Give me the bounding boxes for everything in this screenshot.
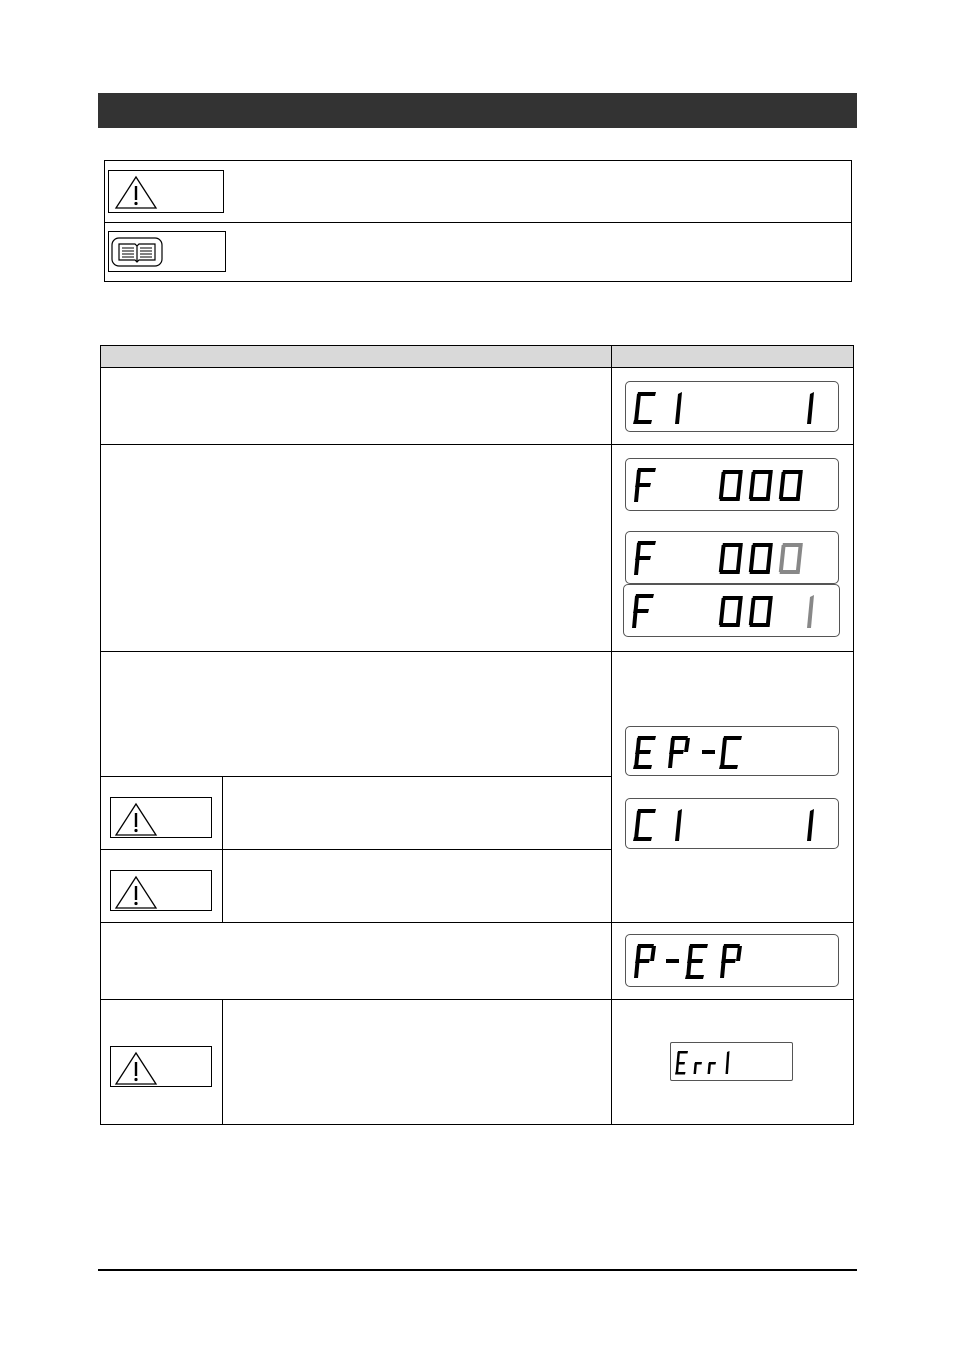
table-header xyxy=(101,346,853,367)
lcd-segments xyxy=(626,727,840,777)
warning-icon xyxy=(113,173,159,211)
table-rule xyxy=(100,444,854,445)
warning-icon xyxy=(113,1049,159,1087)
warning-icon xyxy=(113,873,159,911)
table-rule xyxy=(100,999,854,1000)
table-rule xyxy=(100,776,612,777)
lcd-segments xyxy=(671,1043,794,1082)
section-title xyxy=(98,102,108,118)
table-rule xyxy=(100,922,854,923)
lcd-segments xyxy=(626,935,840,988)
lcd-display-f001 xyxy=(623,584,840,637)
lcd-segments xyxy=(626,459,840,512)
lcd-segments xyxy=(624,585,841,638)
lcd-display-c1-return xyxy=(625,798,839,849)
notice-reference xyxy=(108,231,226,272)
footer-rule xyxy=(98,1269,857,1271)
notice-divider xyxy=(104,222,852,223)
lcd-segments xyxy=(626,382,840,433)
lcd-display-p-ep xyxy=(625,934,839,987)
warning-icon xyxy=(113,800,159,838)
table-column-rule xyxy=(611,345,612,1125)
lcd-segments xyxy=(626,532,840,585)
lcd-display-f000-editing xyxy=(625,531,839,584)
lcd-display-c1 xyxy=(625,381,839,432)
lcd-segments xyxy=(626,799,840,850)
section-title-bar xyxy=(98,93,857,128)
caution-2 xyxy=(110,870,212,911)
caution-1 xyxy=(110,797,212,838)
table-column-rule xyxy=(222,776,223,922)
caution-3 xyxy=(110,1046,212,1087)
manual-book-icon xyxy=(111,237,163,267)
notice-warning xyxy=(108,170,224,213)
table-rule xyxy=(100,849,612,850)
lcd-display-ep-c xyxy=(625,726,839,776)
lcd-display-err1 xyxy=(670,1042,793,1081)
table-column-rule xyxy=(222,999,223,1125)
table-rule xyxy=(100,651,854,652)
table-rule xyxy=(100,367,854,368)
lcd-display-f000 xyxy=(625,458,839,511)
